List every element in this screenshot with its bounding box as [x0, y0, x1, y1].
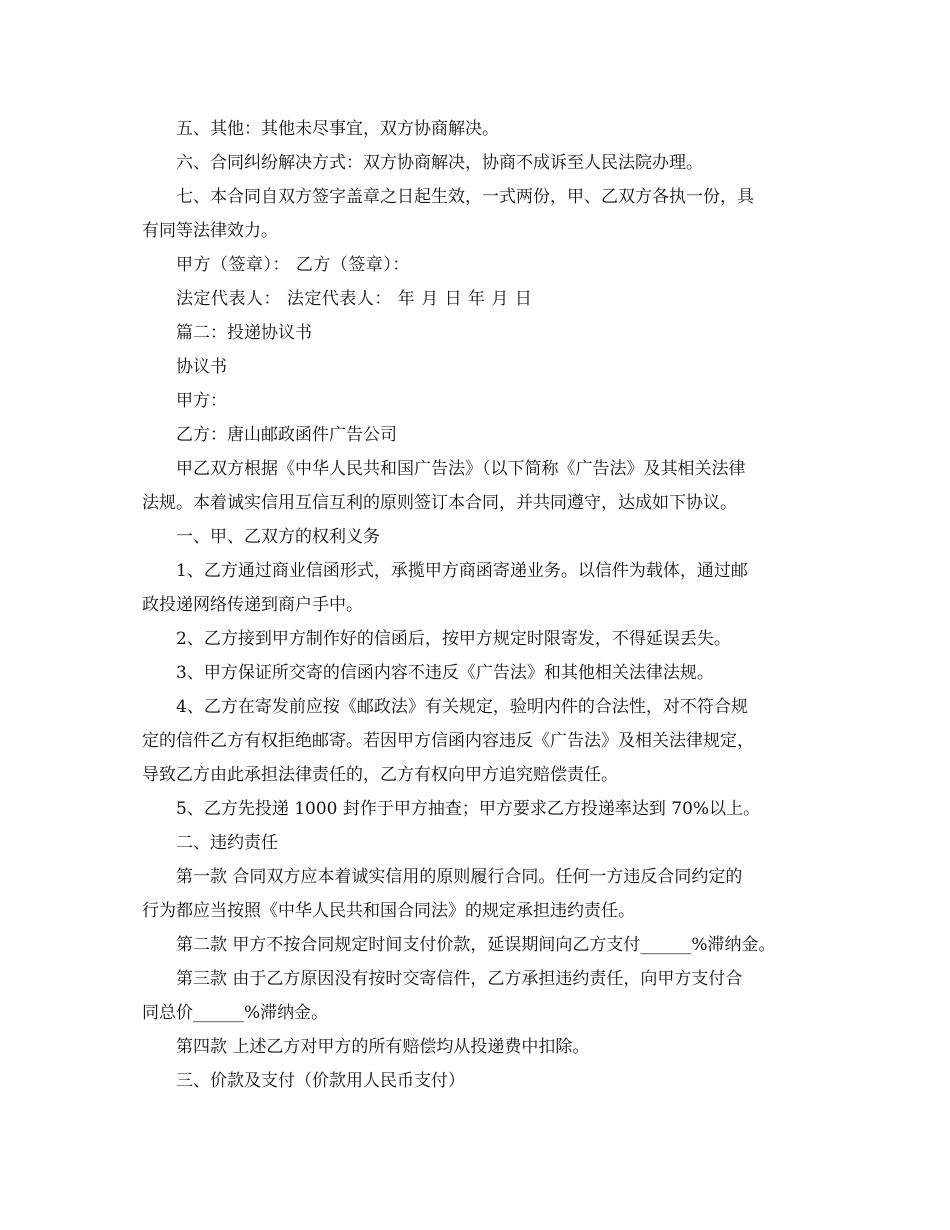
- text-line: 5、乙方先投递 1000 封作于甲方抽查；甲方要求乙方投递率达到 70%以上。: [176, 799, 761, 819]
- text-line: 六、合同纠纷解决方式：双方协商解决，协商不成诉至人民法院办理。: [176, 153, 703, 173]
- text-line: 第四款 上述乙方对甲方的所有赔偿均从投递费中扣除。: [176, 1037, 590, 1057]
- clause-heading: 一、甲、乙双方的权利义务: [176, 527, 380, 547]
- text-line: 同总价______%滞纳金。: [142, 1003, 329, 1023]
- text-line: 3、甲方保证所交寄的信函内容不违反《广告法》和其他相关法律法规。: [176, 663, 714, 683]
- text-line: 第一款 合同双方应本着诚实信用的原则履行合同。任何一方违反合同约定的: [176, 867, 743, 887]
- text-line: 法规。本着诚实信用互信互利的原则签订本合同，并共同遵守，达成如下协议。: [142, 493, 737, 513]
- representative-date-line: 法定代表人： 法定代表人： 年 月 日 年 月 日: [176, 289, 533, 309]
- party-b-line: 乙方：唐山邮政函件广告公司: [176, 425, 397, 445]
- text-line: 第三款 由于乙方原因没有按时交寄信件，乙方承担违约责任，向甲方支付合: [176, 969, 743, 989]
- text-line: 有同等法律效力。: [142, 221, 278, 241]
- signature-line: 甲方（签章）： 乙方（签章）：: [176, 255, 410, 275]
- text-line: 甲乙双方根据《中华人民共和国广告法》（以下简称《广告法》及其相关法律: [176, 459, 746, 479]
- text-line: 2、乙方接到甲方制作好的信函后，按甲方规定时限寄发，不得延误丢失。: [176, 629, 731, 649]
- text-line: 1、乙方通过商业信函形式，承揽甲方商函寄递业务。以信件为载体，通过邮: [176, 561, 748, 581]
- clause-heading: 二、违约责任: [176, 833, 278, 853]
- text-line: 行为都应当按照《中华人民共和国合同法》的规定承担违约责任。: [142, 901, 635, 921]
- text-line: 五、其他：其他未尽事宜，双方协商解决。: [176, 119, 499, 139]
- section-heading: 篇二：投递协议书: [176, 323, 312, 343]
- text-line: 第二款 甲方不按合同规定时间支付价款，延误期间向乙方支付______%滞纳金。: [176, 935, 776, 955]
- document-title: 协议书: [176, 357, 227, 377]
- text-line: 定的信件乙方有权拒绝邮寄。若因甲方信函内容违反《广告法》及相关法律规定，: [142, 731, 754, 751]
- document-body: [0, 112, 950, 1098]
- clause-heading: 三、价款及支付（价款用人民币支付）: [176, 1071, 465, 1091]
- party-a-line: 甲方：: [176, 391, 227, 411]
- text-line: 政投递网络传递到商户手中。: [142, 595, 363, 615]
- text-line: 4、乙方在寄发前应按《邮政法》有关规定，验明内件的合法性，对不符合规: [176, 697, 748, 717]
- text-line: 七、本合同自双方签字盖章之日起生效，一式两份，甲、乙双方各执一份，具: [176, 187, 754, 207]
- text-line: 导致乙方由此承担法律责任的，乙方有权向甲方追究赔偿责任。: [142, 765, 618, 785]
